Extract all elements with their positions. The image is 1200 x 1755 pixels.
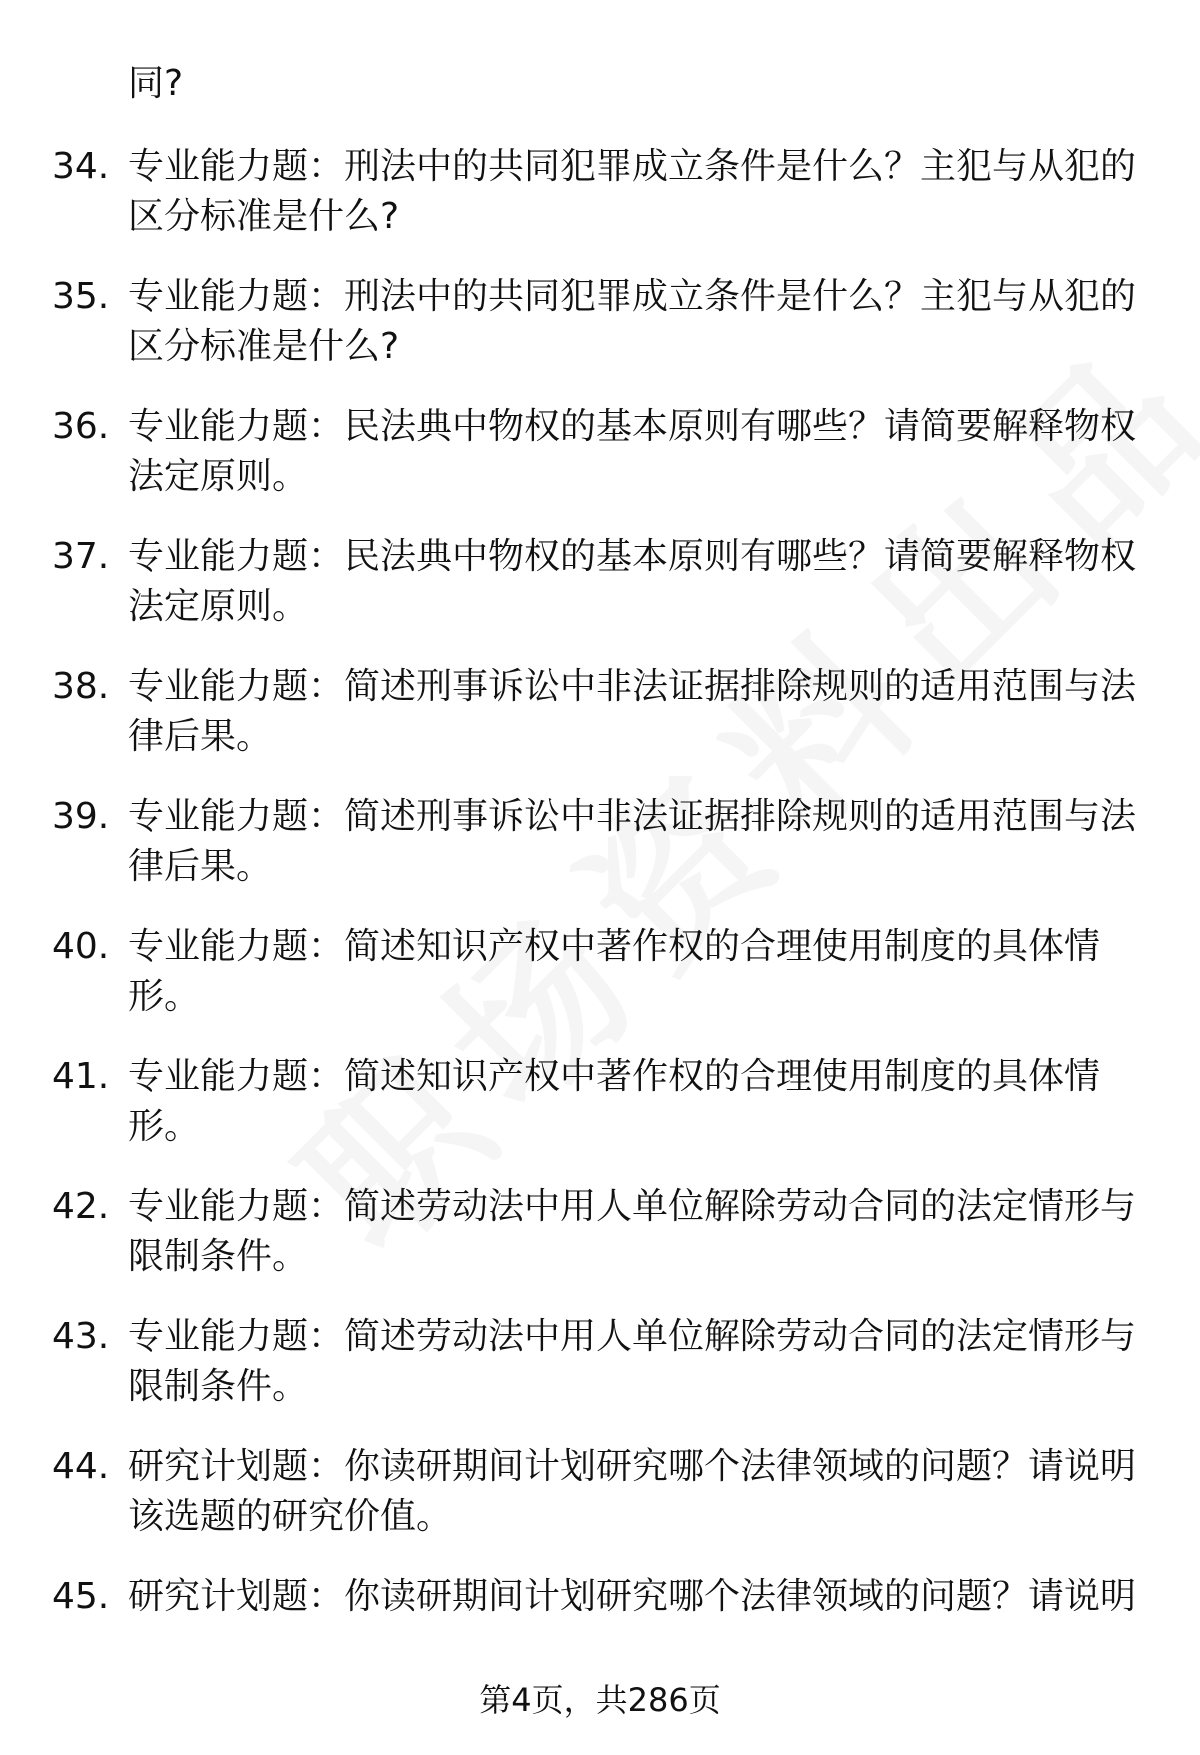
question-number: 38. [52, 666, 110, 707]
question-item [0, 1312, 1200, 1412]
question-text: 专业能力题：简述知识产权中著作权的合理使用制度的具体情形。 [128, 926, 1101, 1017]
question-text: 专业能力题：简述劳动法中用人单位解除劳动合同的法定情形与限制条件。 [128, 1316, 1137, 1407]
question-list [0, 142, 1200, 1652]
question-item [0, 532, 1200, 632]
question-text: 专业能力题：刑法中的共同犯罪成立条件是什么？主犯与从犯的区分标准是什么? [128, 146, 1137, 237]
question-number: 45. [52, 1576, 110, 1617]
question-number: 41. [52, 1056, 110, 1097]
page-footer: 第4页，共286页 [479, 1681, 721, 1719]
question-item [0, 1052, 1200, 1152]
question-item [0, 142, 1200, 242]
continuation-text: 同? [128, 63, 184, 104]
question-number: 43. [52, 1316, 110, 1357]
question-item [0, 1572, 1200, 1622]
question-text: 专业能力题：简述劳动法中用人单位解除劳动合同的法定情形与限制条件。 [128, 1186, 1137, 1277]
question-item [0, 272, 1200, 372]
question-item [0, 1442, 1200, 1542]
question-number: 44. [52, 1446, 110, 1487]
question-number: 40. [52, 926, 110, 967]
question-number: 35. [52, 276, 110, 317]
question-number: 36. [52, 406, 110, 447]
question-text: 研究计划题：你读研期间计划研究哪个法律领域的问题？请说明该选题的研究价值。 [128, 1446, 1137, 1537]
question-text: 专业能力题：刑法中的共同犯罪成立条件是什么？主犯与从犯的区分标准是什么? [128, 276, 1137, 367]
question-number: 37. [52, 536, 110, 577]
question-number: 39. [52, 796, 110, 837]
question-text: 专业能力题：民法典中物权的基本原则有哪些？请简要解释物权法定原则。 [128, 406, 1137, 497]
question-text: 专业能力题：简述刑事诉讼中非法证据排除规则的适用范围与法律后果。 [128, 666, 1137, 757]
question-item [0, 922, 1200, 1022]
question-text: 专业能力题：简述知识产权中著作权的合理使用制度的具体情形。 [128, 1056, 1101, 1147]
question-text: 专业能力题：简述刑事诉讼中非法证据排除规则的适用范围与法律后果。 [128, 796, 1137, 887]
question-item [0, 662, 1200, 762]
question-text: 研究计划题：你读研期间计划研究哪个法律领域的问题？请说明 [128, 1576, 1137, 1617]
question-number: 34. [52, 146, 110, 187]
question-item [0, 792, 1200, 892]
question-number: 42. [52, 1186, 110, 1227]
question-item [0, 1182, 1200, 1282]
question-item [0, 402, 1200, 502]
question-text: 专业能力题：民法典中物权的基本原则有哪些？请简要解释物权法定原则。 [128, 536, 1137, 627]
